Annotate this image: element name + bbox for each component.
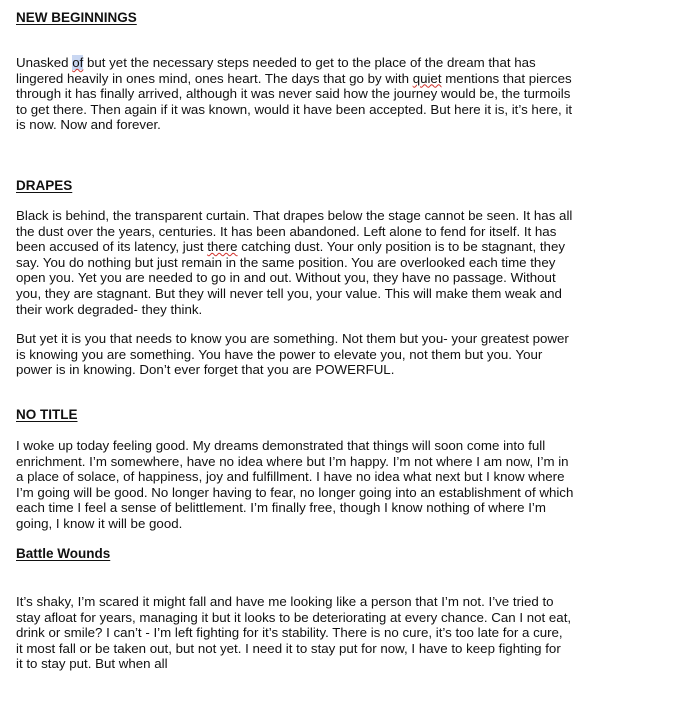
text-line	[16, 239, 616, 255]
text-segment: say. You do nothing but just remain in the same position. You are overlooked each time they	[16, 254, 556, 270]
text-line	[16, 255, 616, 271]
text-line	[16, 331, 616, 347]
text-line	[16, 469, 616, 485]
text-line	[16, 86, 616, 102]
text-segment: catching dust. Your only position is to be stagnant, they	[237, 239, 565, 255]
text-segment: enrichment. I’m somewhere, have no idea where but I’m happy. I’m not where I am now, I’m in	[16, 453, 569, 469]
text-line	[16, 102, 616, 118]
text-line	[16, 55, 616, 71]
text-segment: I’m going will be good. No longer having to fear, no longer going into an establishment of which	[16, 484, 574, 500]
text-segment: is now. Now and forever.	[16, 117, 161, 133]
text-segment: open you. Yet you are needed to go in and out. Without you, they have no passage. Without	[16, 270, 556, 286]
text-segment: you, they are stagnant. But they will never tell you, your value. This will make them weak and	[16, 285, 562, 301]
text-line	[16, 641, 616, 657]
text-line	[16, 594, 616, 610]
text-segment: is knowing you are something. You have the power to elevate you, not them but you. Your	[16, 346, 543, 362]
text-line	[16, 516, 616, 532]
paragraph-battle-wounds	[16, 594, 616, 672]
text-line	[16, 347, 616, 363]
text-segment: Unasked	[16, 55, 73, 70]
text-segment: It’s shaky, I’m scared it might fall and have me looking like a person that I’m not. I’ve tried to	[16, 594, 554, 609]
text-line	[16, 656, 616, 672]
text-segment: a place of solace, of happiness, joy and fulfillment. I have no idea what next but I know where	[16, 469, 565, 485]
text-line	[16, 71, 616, 87]
heading-drapes: DRAPES	[16, 178, 73, 193]
text-segment: drink or smile? I can’t - I’m left fighting for it’s stability. There is no cure, it’s too late for a cure,	[16, 625, 563, 641]
text-segment: the dust over the years, centuries. It has been abandoned. Left alone to fend for itself. It has	[16, 223, 557, 239]
text-line	[16, 302, 616, 318]
text-line	[16, 270, 616, 286]
text-segment: I woke up today feeling good. My dreams demonstrated that things will soon come into full	[16, 438, 546, 453]
paragraph-drapes-1	[16, 208, 616, 317]
selected-spellcheck-word: of	[72, 55, 84, 70]
text-line	[16, 286, 616, 302]
text-segment: lingered heavily in ones mind, ones heart. The days that go by with	[16, 70, 413, 86]
text-line	[16, 485, 616, 501]
text-segment: mentions that pierces	[441, 70, 572, 86]
text-segment: been accused of its latency, just	[16, 239, 208, 255]
text-line	[16, 208, 616, 224]
heading-no-title: NO TITLE	[16, 407, 78, 422]
text-line	[16, 438, 616, 454]
spellcheck-word: quiet	[412, 70, 442, 86]
text-segment: But yet it is you that needs to know you are something. Not them but you- your greatest power	[16, 331, 569, 346]
text-line	[16, 454, 616, 470]
text-segment: their work degraded- they think.	[16, 301, 203, 317]
text-segment: it most fall or be taken out, but not yet. I need it to stay put for now, I have to keep fighting for	[16, 640, 561, 656]
paragraph-no-title	[16, 438, 616, 532]
text-line	[16, 610, 616, 626]
text-segment: power is in knowing. Don’t ever forget that you are POWERFUL.	[16, 362, 395, 378]
text-segment: each time I feel a sense of belittlement. I’m finally free, though I know nothing of where I’m	[16, 500, 546, 516]
text-segment: through it has finally arrived, although it was never said how the journey would be, the turmoils	[16, 86, 571, 102]
text-segment: going, I know it will be good.	[16, 515, 183, 531]
text-segment: Black is behind, the transparent curtain. That drapes below the stage cannot be seen. It has all	[16, 208, 573, 223]
paragraph-drapes-2	[16, 331, 616, 378]
text-segment: but yet the necessary steps needed to get to the place of the dream that has	[83, 55, 536, 70]
heading-new-beginnings: NEW BEGINNINGS	[16, 10, 137, 25]
heading-battle-wounds: Battle Wounds	[16, 546, 111, 561]
spellcheck-word: there	[207, 239, 238, 255]
text-line	[16, 362, 616, 378]
text-line	[16, 625, 616, 641]
text-line	[16, 117, 616, 133]
text-line	[16, 500, 616, 516]
text-segment: it to stay put. But when all	[16, 656, 168, 672]
text-segment: stay afloat for years, managing it but it looks to be deteriorating at every chance. Can I not eat,	[16, 609, 572, 625]
paragraph-new-beginnings	[16, 55, 616, 133]
text-segment: to get there. Then again if it was known, would it have been accepted. But here it is, it’s here, it	[16, 101, 573, 117]
text-line	[16, 224, 616, 240]
